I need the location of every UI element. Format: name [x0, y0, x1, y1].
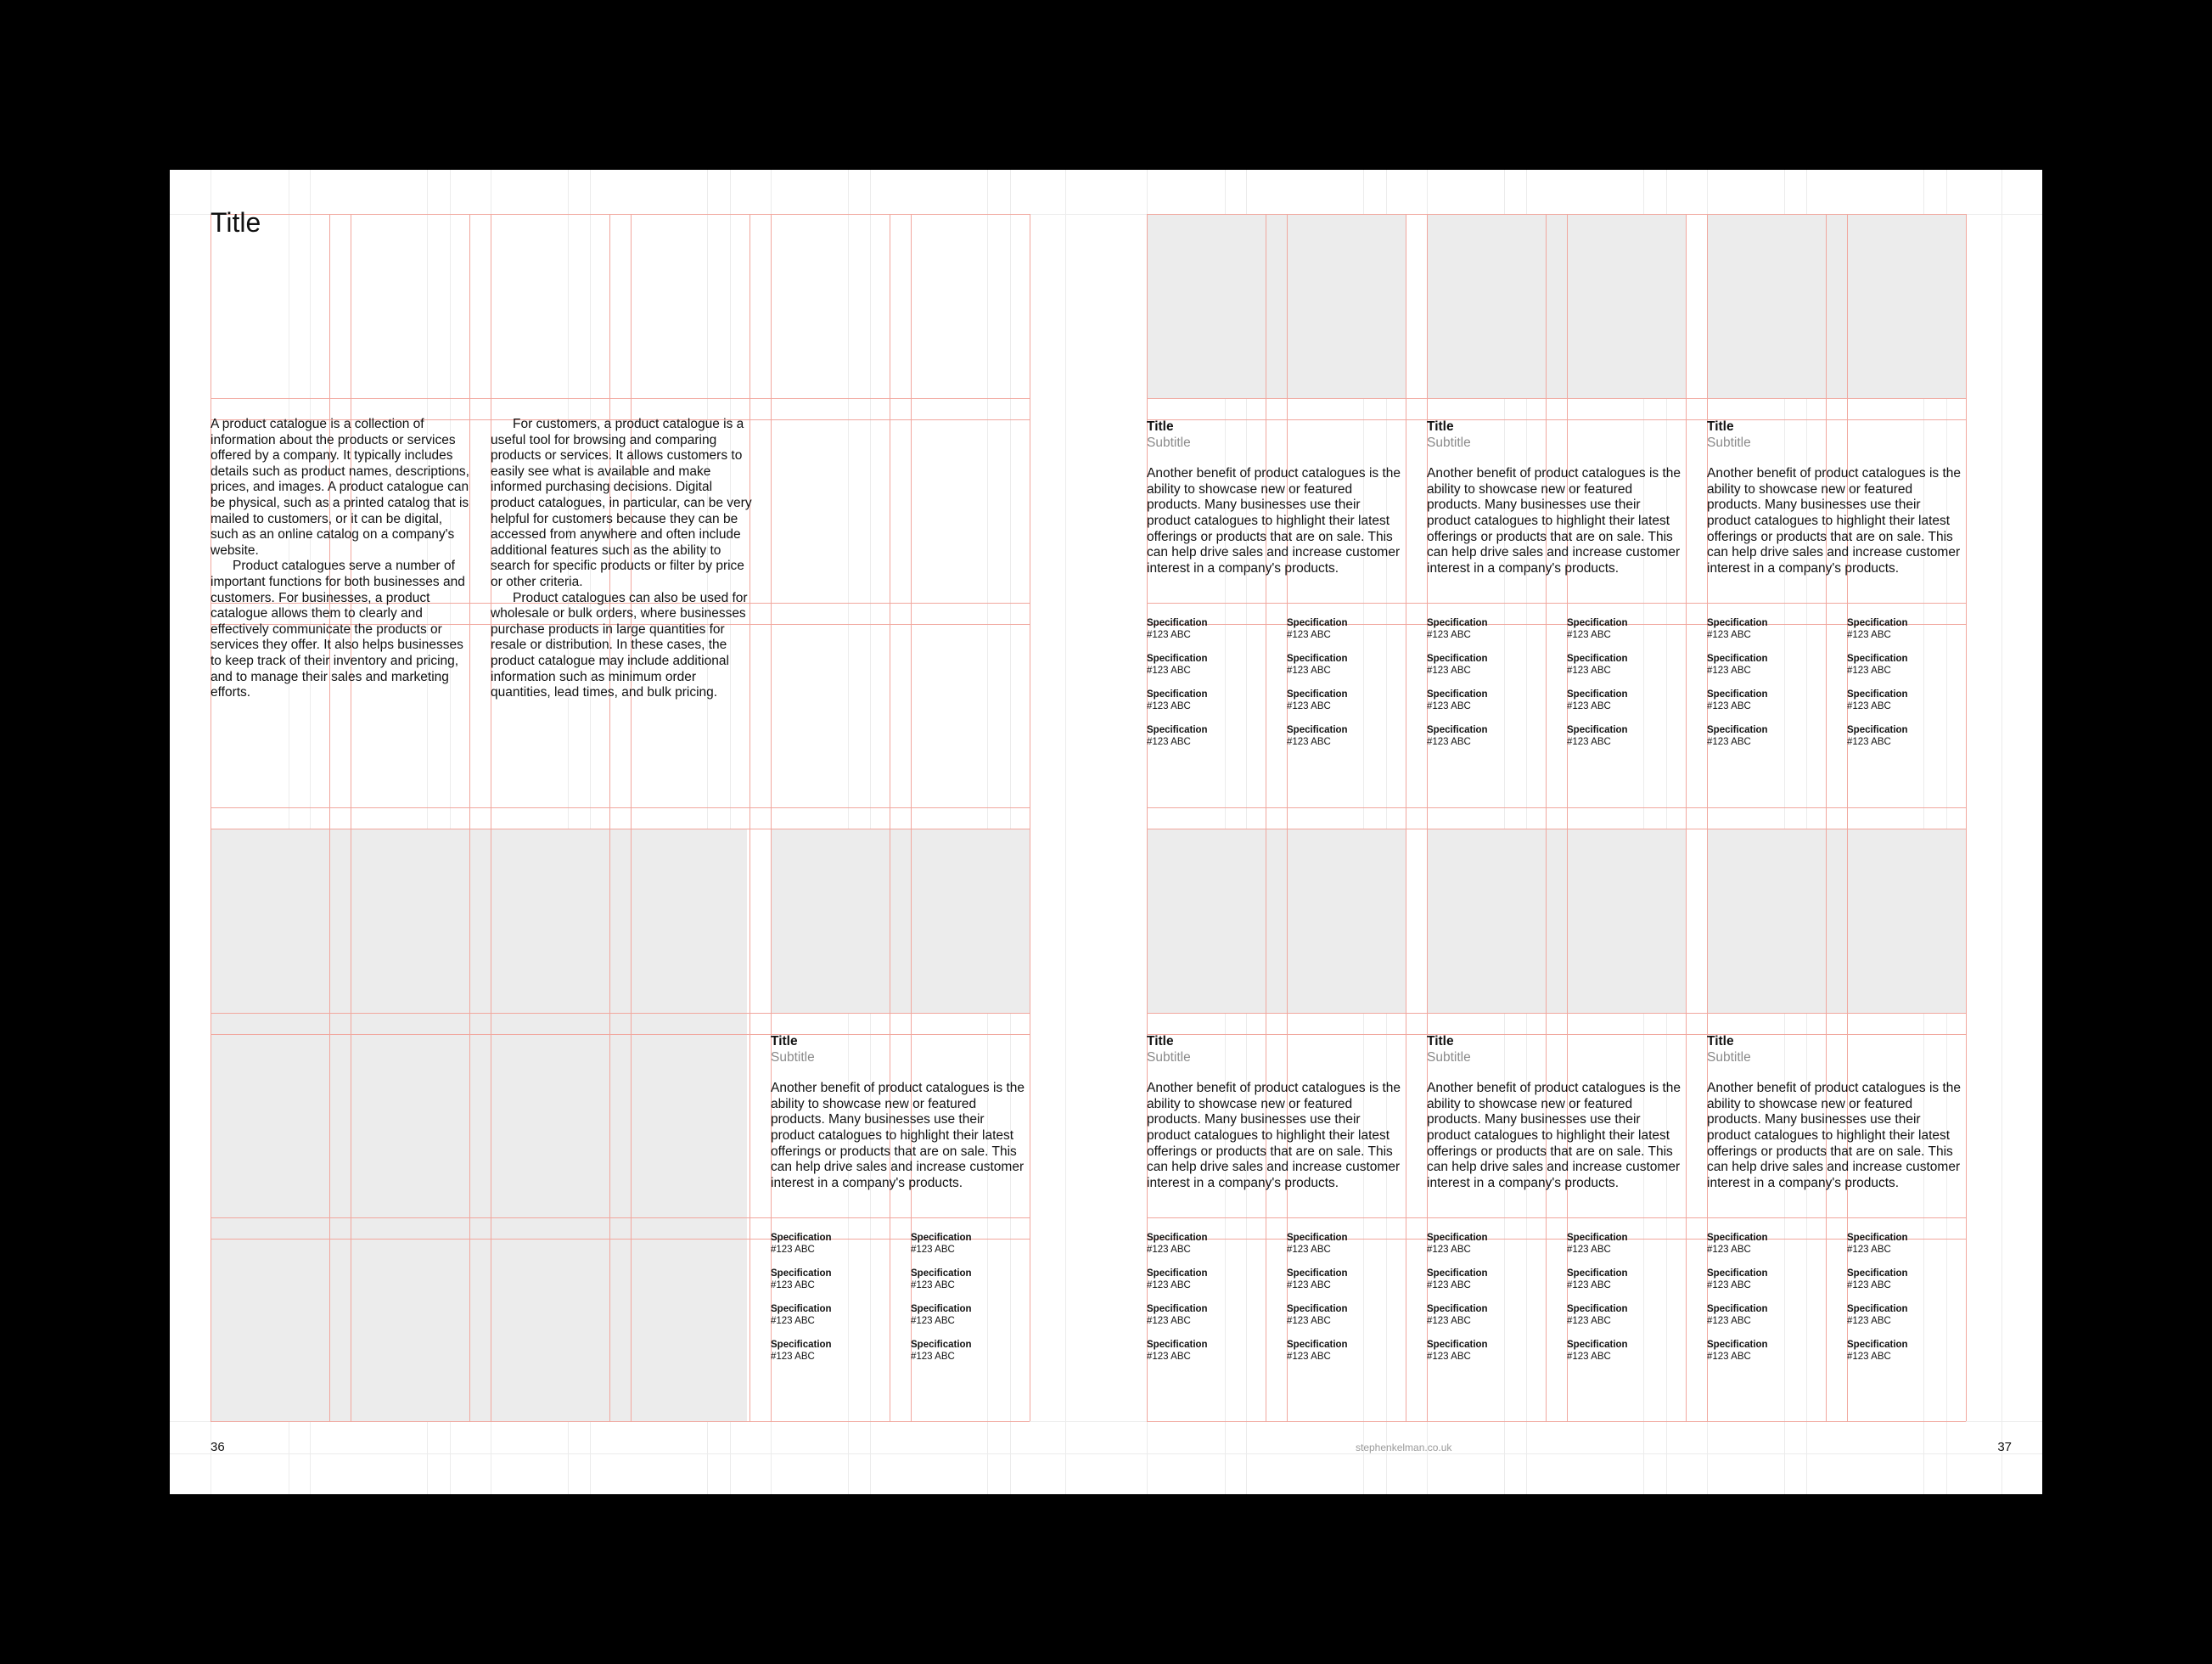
spec-item [1287, 618, 1348, 641]
spec-value: #123 ABC [771, 1315, 815, 1326]
spec-item [1427, 1304, 1488, 1327]
grid-guide-horizontal [1147, 1013, 1966, 1014]
grid-guide-vertical [1966, 214, 1967, 1421]
spec-value: #123 ABC [1427, 629, 1471, 640]
faint-guide-vertical [1363, 170, 1364, 1494]
spec-value: #123 ABC [1847, 736, 1891, 747]
spec-label: Specification [1847, 1304, 1908, 1314]
grid-guide-vertical [469, 214, 470, 1421]
grid-guide-horizontal [211, 1421, 1030, 1422]
spec-value: #123 ABC [1287, 1315, 1331, 1326]
spec-value: #123 ABC [1287, 700, 1331, 711]
spec-label: Specification [1567, 725, 1628, 735]
spec-value: #123 ABC [1287, 736, 1331, 747]
spec-item [1847, 725, 1908, 748]
faint-guide-vertical [1386, 170, 1387, 1494]
spec-value: #123 ABC [1847, 1244, 1891, 1255]
faint-guide-vertical [1010, 170, 1011, 1494]
grid-guide-horizontal [211, 398, 1030, 399]
spec-item [1567, 654, 1628, 677]
spec-item [1147, 654, 1208, 677]
grid-guide-vertical [329, 214, 330, 1421]
grid-guide-horizontal [1147, 1239, 1966, 1240]
spec-value: #123 ABC [1707, 1244, 1751, 1255]
spec-value: #123 ABC [1147, 629, 1191, 640]
spec-label: Specification [1847, 689, 1908, 700]
spec-item [771, 1268, 832, 1291]
spec-label: Specification [1567, 618, 1628, 628]
spec-label: Specification [1287, 654, 1348, 664]
page-title: Title [211, 207, 261, 238]
card-subtitle: Subtitle [1147, 435, 1191, 450]
faint-guide-vertical [1643, 170, 1644, 1494]
spec-value: #123 ABC [1427, 665, 1471, 676]
spec-item [1847, 689, 1908, 712]
spec-item [1567, 1233, 1628, 1256]
spec-item [771, 1233, 832, 1256]
spec-value: #123 ABC [1427, 1279, 1471, 1290]
card-title: Title [1707, 419, 1734, 434]
spec-value: #123 ABC [1427, 1315, 1471, 1326]
spec-value: #123 ABC [1707, 736, 1751, 747]
grid-guide-horizontal [211, 214, 1030, 215]
faint-guide-vertical [310, 170, 311, 1494]
spec-item [1707, 1340, 1768, 1363]
spec-item [1707, 689, 1768, 712]
spec-label: Specification [1567, 689, 1628, 700]
grid-guide-horizontal [1147, 398, 1966, 399]
spec-value: #123 ABC [1147, 1351, 1191, 1362]
spec-value: #123 ABC [1707, 629, 1751, 640]
intro-column-1 [211, 417, 474, 701]
spec-label: Specification [1707, 1304, 1768, 1314]
spec-value: #123 ABC [771, 1244, 815, 1255]
spec-label: Specification [1567, 1304, 1628, 1314]
spec-value: #123 ABC [1847, 1279, 1891, 1290]
spec-label: Specification [1287, 618, 1348, 628]
spec-label: Specification [1567, 1268, 1628, 1279]
faint-guide-vertical [1784, 170, 1785, 1494]
spec-value: #123 ABC [1287, 1351, 1331, 1362]
product-card [1707, 419, 1962, 747]
spec-label: Specification [1427, 1233, 1488, 1243]
spec-value: #123 ABC [1847, 1315, 1891, 1326]
spec-label: Specification [1707, 618, 1768, 628]
card-body: Another benefit of product catalogues is the ability to showcase new or featured products. Many businesses use their product catalogues to highlight their latest offerings or products that are on sale. This can help drive sales and increase customer interest in a company's products. [1707, 466, 1962, 576]
intro-col2-paragraph-1: For customers, a product catalogue is a useful tool for browsing and comparing products or services. It allows customers to easily see what is available and make informed purchasing decisions. Digital product catalogues, in particular, can be very helpful for customers because they can be accessed from anywhere and often include additional features such as the ability to search for specific products or filter by price or other criteria. [491, 417, 752, 589]
spec-label: Specification [911, 1233, 972, 1243]
spec-item [1567, 618, 1628, 641]
product-card [1427, 1034, 1681, 1362]
spec-label: Specification [1707, 654, 1768, 664]
spec-label: Specification [1147, 725, 1208, 735]
spec-label: Specification [1427, 618, 1488, 628]
left-page [170, 170, 1106, 1494]
faint-guide-vertical [1065, 170, 1066, 1494]
grid-guide-horizontal [211, 1239, 1030, 1240]
faint-guide-vertical [1246, 170, 1247, 1494]
card-title: Title [1147, 1034, 1174, 1048]
spec-label: Specification [1427, 654, 1488, 664]
spec-item [1567, 689, 1628, 712]
spec-item [771, 1340, 832, 1363]
spec-item [911, 1304, 972, 1327]
grid-guide-horizontal [1147, 214, 1966, 215]
spec-label: Specification [1847, 654, 1908, 664]
spec-value: #123 ABC [1567, 700, 1611, 711]
spec-label: Specification [911, 1340, 972, 1350]
card-subtitle: Subtitle [1707, 1049, 1751, 1065]
spec-label: Specification [1847, 618, 1908, 628]
spec-value: #123 ABC [1147, 700, 1191, 711]
spec-label: Specification [1427, 1268, 1488, 1279]
spec-value: #123 ABC [1287, 1244, 1331, 1255]
spec-item [1847, 654, 1908, 677]
spec-value: #123 ABC [1567, 736, 1611, 747]
card-body: Another benefit of product catalogues is the ability to showcase new or featured products. Many businesses use their product catalogues to highlight their latest offerings or products that are on sale. This can help drive sales and increase customer interest in a company's products. [771, 1081, 1025, 1190]
spec-label: Specification [1147, 1233, 1208, 1243]
spec-value: #123 ABC [1567, 629, 1611, 640]
spec-value: #123 ABC [771, 1351, 815, 1362]
spec-label: Specification [1147, 654, 1208, 664]
card-title: Title [1427, 1034, 1454, 1048]
spec-label: Specification [1567, 1233, 1628, 1243]
page-number-right: 37 [1997, 1440, 2012, 1454]
spec-label: Specification [1287, 1268, 1348, 1279]
spec-value: #123 ABC [911, 1315, 955, 1326]
faint-guide-vertical [1526, 170, 1527, 1494]
card-body: Another benefit of product catalogues is the ability to showcase new or featured products. Many businesses use their product catalogues to highlight their latest offerings or products that are on sale. This can help drive sales and increase customer interest in a company's products. [1707, 1081, 1962, 1190]
spec-value: #123 ABC [1847, 665, 1891, 676]
card-title: Title [771, 1034, 798, 1048]
spec-item [1567, 725, 1628, 748]
spec-label: Specification [1707, 1233, 1768, 1243]
spec-value: #123 ABC [1567, 665, 1611, 676]
faint-guide-vertical [707, 170, 708, 1494]
faint-guide-vertical [848, 170, 849, 1494]
spec-value: #123 ABC [1567, 1351, 1611, 1362]
grid-guide-horizontal [1147, 1421, 1966, 1422]
spec-item [1147, 1304, 1208, 1327]
spec-label: Specification [1707, 689, 1768, 700]
spec-item [1287, 1340, 1348, 1363]
spec-label: Specification [911, 1304, 972, 1314]
spec-item [1427, 1233, 1488, 1256]
spec-item [1147, 1268, 1208, 1291]
spec-label: Specification [1147, 618, 1208, 628]
faint-guide-vertical [2001, 170, 2002, 1494]
spec-value: #123 ABC [1707, 1315, 1751, 1326]
spec-item [1707, 654, 1768, 677]
spec-label: Specification [771, 1304, 832, 1314]
spec-label: Specification [1147, 1268, 1208, 1279]
grid-guide-vertical [749, 214, 750, 1421]
faint-guide-vertical [427, 170, 428, 1494]
spec-item [1427, 725, 1488, 748]
spec-value: #123 ABC [1567, 1315, 1611, 1326]
spec-item [1427, 689, 1488, 712]
spec-item [911, 1268, 972, 1291]
spec-item [911, 1233, 972, 1256]
spec-item [1847, 618, 1908, 641]
spec-value: #123 ABC [1847, 629, 1891, 640]
card-subtitle: Subtitle [1427, 435, 1471, 450]
spec-item [1847, 1340, 1908, 1363]
page-number-left: 36 [211, 1440, 225, 1454]
card-body: Another benefit of product catalogues is the ability to showcase new or featured products. Many businesses use their product catalogues to highlight their latest offerings or products that are on sale. This can help drive sales and increase customer interest in a company's products. [1147, 1081, 1401, 1190]
spec-value: #123 ABC [1147, 736, 1191, 747]
spec-item [1147, 725, 1208, 748]
faint-guide-vertical [450, 170, 451, 1494]
spec-item [771, 1304, 832, 1327]
spec-label: Specification [1147, 1340, 1208, 1350]
faint-guide-vertical [730, 170, 731, 1494]
spec-label: Specification [1847, 725, 1908, 735]
spec-label: Specification [771, 1340, 832, 1350]
spec-item [1707, 618, 1768, 641]
spec-item [1427, 1340, 1488, 1363]
spec-item [1427, 1268, 1488, 1291]
spec-item [1707, 725, 1768, 748]
grid-guide-horizontal [1147, 624, 1966, 625]
magazine-spread [170, 170, 2042, 1494]
spec-value: #123 ABC [1847, 1351, 1891, 1362]
spec-value: #123 ABC [911, 1351, 955, 1362]
spec-label: Specification [1427, 1304, 1488, 1314]
card-subtitle: Subtitle [1427, 1049, 1471, 1065]
spec-value: #123 ABC [1287, 629, 1331, 640]
card-subtitle: Subtitle [1707, 435, 1751, 450]
spec-label: Specification [1287, 1340, 1348, 1350]
spec-label: Specification [1847, 1233, 1908, 1243]
faint-guide-vertical [870, 170, 871, 1494]
spec-label: Specification [1707, 1268, 1768, 1279]
product-card [1147, 419, 1401, 747]
faint-guide-horizontal [170, 1453, 1106, 1454]
spec-item [1567, 1340, 1628, 1363]
spec-item [1147, 1233, 1208, 1256]
spec-value: #123 ABC [1567, 1244, 1611, 1255]
grid-guide-vertical [609, 214, 610, 1421]
right-layout-grid [1106, 170, 2042, 1494]
product-card [1707, 1034, 1962, 1362]
spec-label: Specification [1147, 689, 1208, 700]
spec-value: #123 ABC [1147, 1279, 1191, 1290]
spec-value: #123 ABC [1147, 665, 1191, 676]
spec-item [1287, 689, 1348, 712]
faint-guide-vertical [987, 170, 988, 1494]
spec-value: #123 ABC [1147, 1244, 1191, 1255]
card-title: Title [1147, 419, 1174, 434]
grid-guide-vertical [1826, 214, 1827, 1421]
spec-item [1287, 1304, 1348, 1327]
card-subtitle: Subtitle [771, 1049, 815, 1065]
spec-item [1567, 1268, 1628, 1291]
product-card [1427, 419, 1681, 747]
spec-item [1147, 1340, 1208, 1363]
spec-value: #123 ABC [911, 1244, 955, 1255]
grid-guide-vertical [1686, 214, 1687, 1421]
spec-item [1287, 654, 1348, 677]
spec-item [1427, 618, 1488, 641]
spec-item [1287, 725, 1348, 748]
spec-label: Specification [911, 1268, 972, 1279]
spec-value: #123 ABC [1847, 700, 1891, 711]
card-body: Another benefit of product catalogues is the ability to showcase new or featured products. Many businesses use their product catalogues to highlight their latest offerings or products that are on sale. This can help drive sales and increase customer interest in a company's products. [1427, 1081, 1681, 1190]
spec-label: Specification [1707, 1340, 1768, 1350]
spec-label: Specification [1847, 1340, 1908, 1350]
intro-col1-paragraph-2: Product catalogues serve a number of important functions for both businesses and customers. For businesses, a product catalogue allows them to clearly and effectively communicate the products or services they offer. It also helps businesses to keep track of their inventory and pricing, and to manage their sales and marketing efforts. [211, 559, 465, 700]
spec-item [1847, 1268, 1908, 1291]
spec-value: #123 ABC [1707, 1279, 1751, 1290]
spec-label: Specification [1707, 725, 1768, 735]
spec-label: Specification [1287, 1304, 1348, 1314]
right-page [1106, 170, 2042, 1494]
spec-label: Specification [1427, 725, 1488, 735]
spec-value: #123 ABC [1707, 700, 1751, 711]
grid-guide-horizontal [1147, 603, 1966, 604]
card-body: Another benefit of product catalogues is the ability to showcase new or featured products. Many businesses use their product catalogues to highlight their latest offerings or products that are on sale. This can help drive sales and increase customer interest in a company's products. [1147, 466, 1401, 576]
faint-guide-vertical [1806, 170, 1807, 1494]
spec-label: Specification [771, 1233, 832, 1243]
spec-item [1707, 1233, 1768, 1256]
intro-column-2 [491, 417, 754, 701]
spec-item [1147, 689, 1208, 712]
product-card [1147, 1034, 1401, 1362]
spec-label: Specification [1567, 1340, 1628, 1350]
faint-guide-vertical [1225, 170, 1226, 1494]
faint-guide-vertical [1946, 170, 1947, 1494]
spec-item [1847, 1233, 1908, 1256]
left-layout-grid [170, 170, 1106, 1494]
website-url: stephenkelman.co.uk [1356, 1442, 1452, 1453]
spec-label: Specification [1427, 1340, 1488, 1350]
spec-value: #123 ABC [1147, 1315, 1191, 1326]
spec-value: #123 ABC [1707, 1351, 1751, 1362]
faint-guide-vertical [568, 170, 569, 1494]
spec-value: #123 ABC [1707, 665, 1751, 676]
grid-guide-vertical [1546, 214, 1547, 1421]
spec-item [1707, 1304, 1768, 1327]
spec-item [1567, 1304, 1628, 1327]
spec-label: Specification [1847, 1268, 1908, 1279]
spec-label: Specification [1287, 689, 1348, 700]
spec-label: Specification [1287, 725, 1348, 735]
spec-item [1847, 1304, 1908, 1327]
spec-value: #123 ABC [1287, 665, 1331, 676]
grid-guide-horizontal [211, 1217, 1030, 1218]
spec-label: Specification [1567, 654, 1628, 664]
spec-value: #123 ABC [1427, 1351, 1471, 1362]
faint-guide-vertical [1666, 170, 1667, 1494]
spec-value: #123 ABC [1427, 736, 1471, 747]
spec-item [1147, 618, 1208, 641]
spec-item [911, 1340, 972, 1363]
intro-col2-paragraph-2: Product catalogues can also be used for wholesale or bulk orders, where businesses purchase products in large quantities for resale or distribution. In these cases, the product catalogue may include additional information such as minimum order quantities, lead times, and bulk pricing. [491, 590, 748, 700]
faint-guide-horizontal [1106, 1453, 2042, 1454]
spec-label: Specification [1427, 689, 1488, 700]
spec-value: #123 ABC [1567, 1279, 1611, 1290]
spec-value: #123 ABC [1287, 1279, 1331, 1290]
spec-value: #123 ABC [911, 1279, 955, 1290]
card-title: Title [1427, 419, 1454, 434]
faint-guide-vertical [1923, 170, 1924, 1494]
spec-label: Specification [771, 1268, 832, 1279]
grid-guide-horizontal [211, 1013, 1030, 1014]
spec-value: #123 ABC [1427, 700, 1471, 711]
spec-item [1287, 1233, 1348, 1256]
grid-guide-vertical [631, 214, 632, 1421]
intro-col1-paragraph-1: A product catalogue is a collection of information about the products or services offered by a company. It typically includes details such as product names, descriptions, prices, and images. A product catalogue can be physical, such as a printed catalog that is mailed to customers, or it can be digital, such as an online catalog on a company's website. [211, 417, 469, 558]
spec-label: Specification [1147, 1304, 1208, 1314]
card-subtitle: Subtitle [1147, 1049, 1191, 1065]
spec-value: #123 ABC [1427, 1244, 1471, 1255]
product-card [771, 1034, 1025, 1362]
faint-guide-vertical [1504, 170, 1505, 1494]
card-title: Title [1707, 1034, 1734, 1048]
grid-guide-horizontal [1147, 807, 1966, 808]
spec-value: #123 ABC [771, 1279, 815, 1290]
spec-item [1287, 1268, 1348, 1291]
faint-guide-vertical [590, 170, 591, 1494]
spec-item [1427, 654, 1488, 677]
spec-label: Specification [1287, 1233, 1348, 1243]
spec-item [1707, 1268, 1768, 1291]
grid-guide-horizontal [1147, 1217, 1966, 1218]
card-body: Another benefit of product catalogues is the ability to showcase new or featured products. Many businesses use their product catalogues to highlight their latest offerings or products that are on sale. This can help drive sales and increase customer interest in a company's products. [1427, 466, 1681, 576]
grid-guide-horizontal [211, 807, 1030, 808]
